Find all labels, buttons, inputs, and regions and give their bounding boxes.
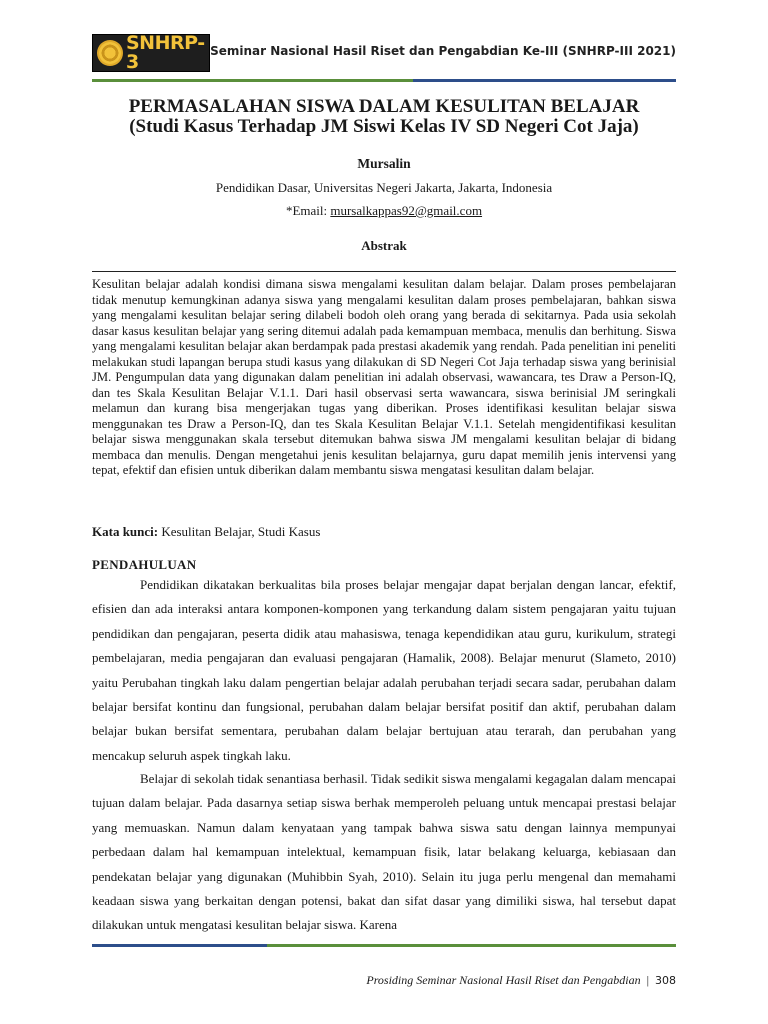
email-prefix: *Email:: [285, 203, 331, 218]
paper-title: PERMASALAHAN SISWA DALAM KESULITAN BELAJAR: [128, 96, 640, 117]
author-affiliation: Pendidikan Dasar, Universitas Negeri Jakarta, Jakarta, Indonesia: [215, 180, 553, 195]
body-paragraph-2: Belajar di sekolah tidak senantiasa berhasil. Tidak sedikit siswa mengalami kegagalan dalam mencapai tujuan dalam belajar. Pada dasarnya setiap siswa berhak memperoleh peluang untuk mencapai prestasi belajar yang memuaskan. Namun dalam kenyataan yang tampak bahwa siswa satu dengan lainnya mempunyai perbedaan dalam hal kemampuan intelektual, kemampuan fisik, latar belakang keluarga, kebiasaan dan pendekatan belajar yang digunakan (Muhibbin Syah, 2010). Selain itu juga perlu mengenal dan memahami keadaan siswa yang berkaitan dengan potensi, bakat dan sifat dasar yang dimiliki siswa, hal tersebut dapat dilakukan untuk mengatasi kesulitan belajar siswa. Karena: [92, 771, 676, 933]
sun-emblem-icon: [97, 40, 123, 66]
email-link[interactable]: mursalkappas92@gmail.com: [330, 203, 483, 218]
conference-name: Seminar Nasional Hasil Riset dan Pengabdian Ke-III (SNHRP-III 2021): [210, 44, 676, 58]
page-number: 308: [655, 974, 676, 987]
author-name: Mursalin: [357, 156, 411, 171]
footer-proceedings: Prosiding Seminar Nasional Hasil Riset dan Pengabdian: [366, 973, 641, 987]
footer-separator: |: [646, 973, 649, 987]
logo-text: SNHRP-3: [126, 32, 205, 73]
page-header: [92, 30, 676, 78]
keywords-value: Kesulitan Belajar, Studi Kasus: [158, 524, 321, 539]
conference-logo: [92, 34, 210, 72]
page-footer: [366, 973, 676, 988]
keywords-line: [92, 524, 320, 540]
author-email-line: [92, 203, 676, 219]
abstract-heading: Abstrak: [361, 238, 407, 253]
keywords-label: Kata kunci:: [92, 524, 159, 539]
section-heading: PENDAHULUAN: [92, 557, 197, 572]
abstract-text: Kesulitan belajar adalah kondisi dimana siswa mengalami kesulitan dalam belajar. Dalam proses pembelajaran tidak menutup kemungkinan adanya siswa yang mengalami kesulitan dalam proses pembelajaran, bahkan siswa yang mengalami kesulitan belajar sering dilabeli bodoh oleh orang yang berada di sekitarnya. Pada usia sekolah dasar kasus kesulitan belajar yang sering ditemui adalah pada kemampuan membaca, menulis dan berhitung. Siswa yang mengalami kesulitan belajar akan berdampak pada prestasi akademik yang rendah. Pada penelitian ini peneliti melakukan studi lapangan berupa studi kasus yang dilakukan di SD Negeri Cot Jaja terhadap siswa yang berinisial JM. Pengumpulan data yang digunakan dalam penelitian ini adalah observasi, wawancara, tes Draw a Person-IQ, dan tes Skala Kesulitan Belajar V.1.1. Dari hasil observasi serta wawancara, siswa berinisial JM seringkali melamun dan kurang bisa mengerjakan tugas yang diberikan. Proses identifikasi kesulitan belajar siswa menggunakan tes Draw a Person-IQ, dan tes Skala Kesulitan Belajar V.1.1. Setelah mengidentifikasi kesulitan belajar siswa menggunakan skala tersebut ditemukan bahwa siswa JM mengalami kesulitan belajar di bidang membaca dan menulis. Dengan mengetahui jenis kesulitan belajarnya, guru dapat memilih jenis intervensi yang tepat, efektif dan efisien untuk diberikan dalam membantu siswa mengatasi kesulitan dalam belajar.: [92, 271, 676, 479]
paper-subtitle: (Studi Kasus Terhadap JM Siswi Kelas IV SD Negeri Cot Jaja): [129, 116, 639, 137]
footer-rule: [92, 944, 676, 947]
body-paragraph-1: Pendidikan dikatakan berkualitas bila proses belajar mengajar dapat berjalan dengan lancar, efektif, efisien dan ada interaksi antara komponen-komponen yang terkandung dalam sistem pengajaran yaitu tujuan pendidikan dan pengajaran, peserta didik atau mahasiswa, tenaga kependidikan atau guru, kurikulum, strategi pembelajaran, media pengajaran dan evaluasi pengajaran (Hamalik, 2008). Belajar menurut (Slameto, 2010) yaitu Perubahan tingkah laku dalam pengertian belajar adalah perubahan terjadi secara sadar, perubahan dalam belajar bersifat kontinu dan fungsional, perubahan dalam belajar bersifat positif dan aktif, perubahan dalam belajar bukan bersifat sementara, perubahan dalam belajar bertujuan atau terarah, dan perubahan yang mencakup seluruh aspek tingkah laku.: [92, 577, 676, 763]
header-rule: [92, 79, 676, 82]
